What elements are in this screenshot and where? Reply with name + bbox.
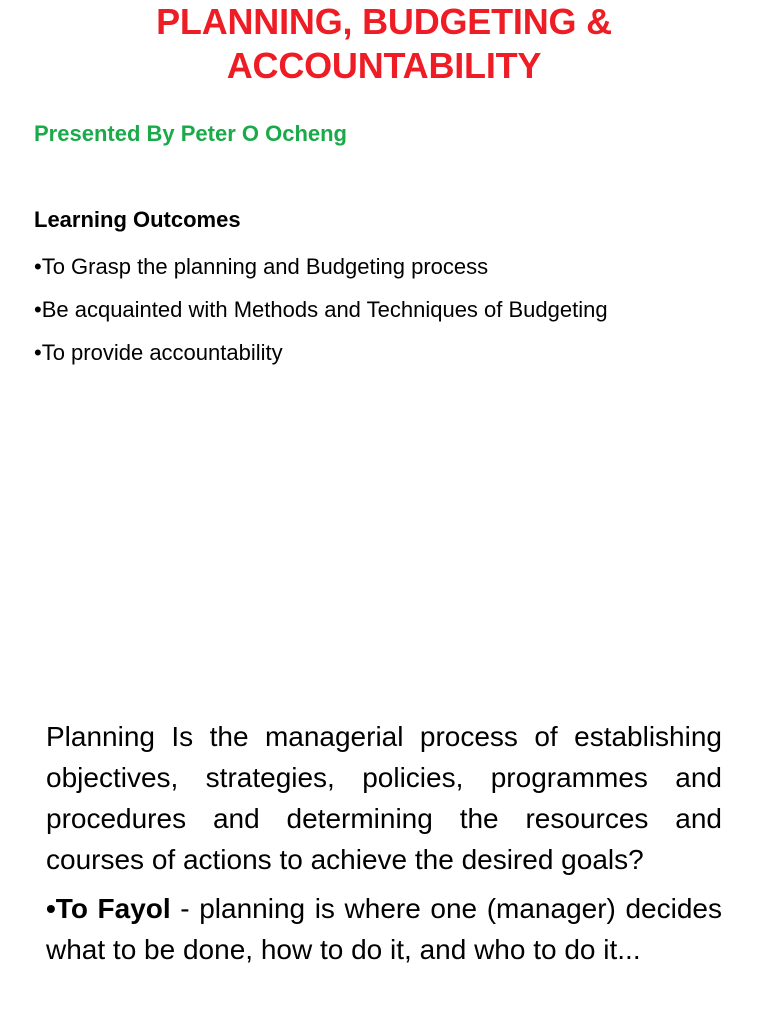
learning-outcomes-heading: Learning Outcomes <box>34 207 241 232</box>
outcome-item-1: •To Grasp the planning and Budgeting process <box>34 254 489 279</box>
slide-title <box>0 0 768 88</box>
learning-outcomes-list <box>34 249 654 378</box>
fayol-label: •To Fayol <box>46 893 171 924</box>
fayol-text: - planning is where one (manager) decides what to be done, how to do it, and who to do it... <box>46 893 722 965</box>
fayol-definition <box>46 888 722 970</box>
outcome-item-2: •Be acquainted with Methods and Techniques of Budgeting <box>34 297 608 322</box>
planning-definition: Planning Is the managerial process of establishing objectives, strategies, policies, programmes and procedures and determining the resources and courses of actions to achieve the desired goals? <box>46 721 722 875</box>
presenter-line: Presented By Peter O Ocheng <box>34 121 347 146</box>
title-line-2: ACCOUNTABILITY <box>226 45 542 86</box>
outcome-item-3: •To provide accountability <box>34 340 283 365</box>
title-line-1: PLANNING, BUDGETING & <box>156 1 612 42</box>
slide-2 <box>46 716 722 1024</box>
